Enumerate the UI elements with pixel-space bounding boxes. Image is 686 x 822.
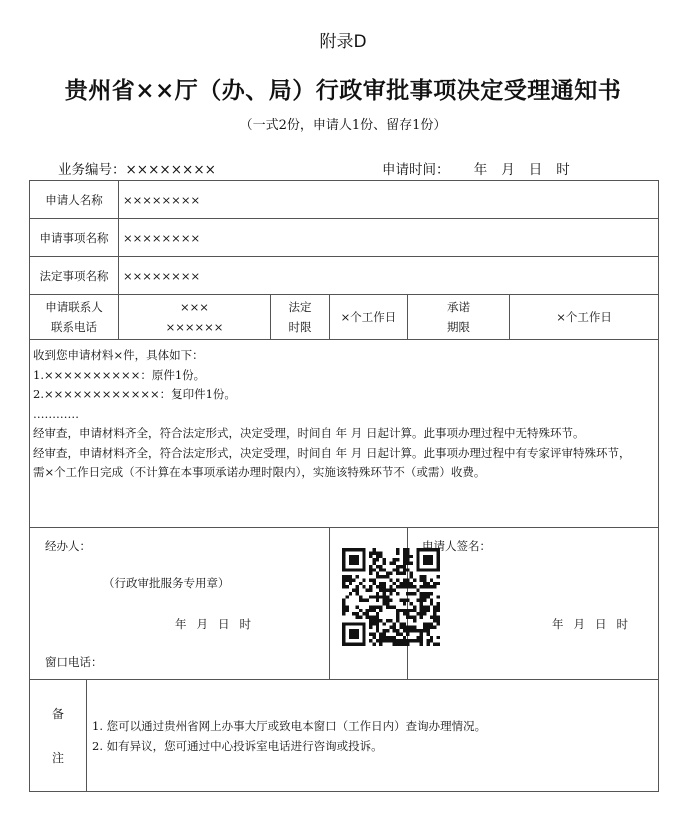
month-label: 月 xyxy=(501,162,515,178)
business-number-label: 业务编号： xyxy=(58,162,126,178)
notice-line: 2.××××××××××××：复印件1份。 xyxy=(33,387,236,401)
day-label: 日 xyxy=(595,617,607,631)
hour-label: 时 xyxy=(239,617,251,631)
appendix-label: 附录D xyxy=(319,32,367,52)
remark-label-line1: 备 xyxy=(51,706,64,721)
applicant-sign-section xyxy=(408,528,659,680)
notice-line: 收到您申请材料×件，具体如下： xyxy=(33,348,204,362)
remark-label xyxy=(30,680,87,792)
notice-line: 1.××××××××××：原件1份。 xyxy=(33,367,206,382)
hour-label: 时 xyxy=(556,162,570,178)
legal-item-value: ×××××××× xyxy=(119,257,659,295)
legal-limit-label-line2: 时限 xyxy=(288,320,312,334)
year-label: 年 xyxy=(552,617,564,631)
remark-item: 1. 您可以通过贵州省网上办事大厅或致电本窗口（工作日内）查询办理情况。 xyxy=(92,719,487,733)
remark-label-line2: 注 xyxy=(51,750,64,765)
apply-time xyxy=(382,158,584,178)
notice-body xyxy=(30,340,659,528)
qr-section xyxy=(330,528,408,680)
promise-limit-label-line2: 期限 xyxy=(447,320,470,334)
year-label: 年 xyxy=(175,617,187,631)
business-number-value: ×××××××× xyxy=(125,162,216,178)
legal-limit-value: ×个工作日 xyxy=(330,295,408,340)
remark-item: 2. 如有异议，您可通过中心投诉室电话进行咨询或投诉。 xyxy=(92,739,383,753)
notice-line: 需×个工作日完成（不计算在本事项承诺办理时限内），实施该特殊环节不（或需）收费。 xyxy=(33,465,486,479)
applicant-sign-label: 申请人签名： xyxy=(422,539,491,553)
contact-label-line1: 申请联系人 xyxy=(45,300,103,314)
contact-value xyxy=(119,295,271,340)
contact-label-line2: 联系电话 xyxy=(51,320,97,334)
apply-item-label: 申请事项名称 xyxy=(30,219,119,257)
handler-date xyxy=(175,616,261,632)
applicant-name-label: 申请人名称 xyxy=(30,181,119,219)
contact-phone-value: ×××××× xyxy=(165,320,224,334)
promise-limit-label xyxy=(408,295,510,340)
notice-form-table xyxy=(29,180,659,792)
applicant-sign-date xyxy=(552,616,638,632)
promise-limit-value: ×个工作日 xyxy=(510,295,659,340)
day-label: 日 xyxy=(528,162,543,178)
document-subtitle: （一式2份，申请人1份、留存1份） xyxy=(239,118,447,133)
contact-person-value: ××× xyxy=(180,300,209,314)
legal-item-label: 法定事项名称 xyxy=(30,257,119,295)
promise-limit-label-line1: 承诺 xyxy=(447,300,470,314)
apply-time-fields xyxy=(474,162,584,178)
seal-text: （行政审批服务专用章） xyxy=(103,576,230,590)
apply-item-value: ×××××××× xyxy=(119,219,659,257)
document-title: 贵州省××厅（办、局）行政审批事项决定受理通知书 xyxy=(64,77,622,104)
window-phone-label: 窗口电话： xyxy=(45,655,103,669)
handler-label: 经办人： xyxy=(45,539,91,553)
day-label: 日 xyxy=(218,617,230,631)
apply-time-label: 申请时间： xyxy=(382,162,450,178)
notice-line: 经审查，申请材料齐全，符合法定形式，决定受理，时间自 年 月 日起计算。此事项办理过程中有专家评审特殊环节， xyxy=(33,445,631,460)
applicant-name-value: ×××××××× xyxy=(119,181,659,219)
month-label: 月 xyxy=(196,617,208,631)
hour-label: 时 xyxy=(616,617,628,631)
legal-limit-label xyxy=(271,295,330,340)
legal-limit-label-line1: 法定 xyxy=(288,300,312,314)
month-label: 月 xyxy=(573,617,585,631)
year-label: 年 xyxy=(473,162,488,178)
handler-section xyxy=(30,528,330,680)
notice-line: 经审查，申请材料齐全，符合法定形式，决定受理，时间自 年 月 日起计算。此事项办理过程中无特殊环节。 xyxy=(33,426,585,440)
remark-content xyxy=(87,680,659,792)
business-number xyxy=(58,158,216,178)
notice-line: ………… xyxy=(33,406,79,421)
contact-label xyxy=(30,295,119,340)
